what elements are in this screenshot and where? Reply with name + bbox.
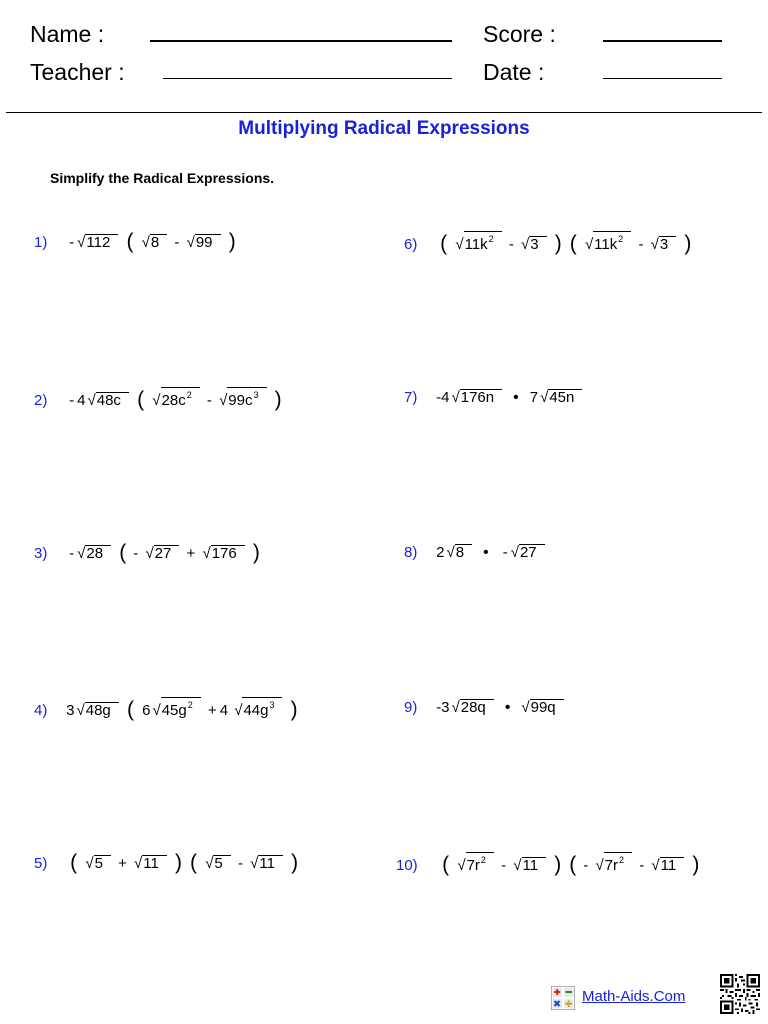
problem-expression: 3 √48g ( 6 $√45g^2 + 4$ $√44g^3$ ) (66, 698, 298, 721)
problem-number: 1) (34, 234, 48, 251)
score-field-line[interactable] (603, 40, 722, 42)
calculator-icon (551, 986, 575, 1010)
problem-expression: - 4 √48c ( $√28c^2 - √99c^3$ ) (69, 388, 282, 411)
teacher-label: Teacher : (30, 59, 125, 85)
instructions: Simplify the Radical Expressions. (50, 170, 275, 186)
problem-2 (34, 387, 286, 412)
score-label: Score : (483, 21, 556, 47)
problem-expression: -4 √176n • 7 √45n (436, 387, 582, 409)
problem-number: 5) (34, 855, 48, 872)
header-divider (6, 112, 762, 113)
problem-expression: ( $√7r^2 - √11$ ) ( - $√7r^2 - √11$ ) (442, 853, 700, 876)
problem-number: 9) (404, 699, 418, 716)
name-label: Name : (30, 21, 105, 47)
problem-1 (34, 231, 240, 254)
problem-6 (404, 231, 695, 256)
problem-expression: 2 √8 • - √27 (436, 542, 544, 564)
problem-9 (404, 697, 564, 719)
problem-number: 2) (34, 392, 48, 409)
teacher-field-line[interactable] (163, 78, 452, 79)
problem-expression: -3 √28q • √99q (436, 697, 563, 719)
problem-7 (404, 387, 582, 409)
problem-number: 10) (396, 857, 418, 874)
problem-4 (34, 697, 302, 722)
problem-number: 3) (34, 545, 48, 562)
problem-expression: - √112 ( √8 - √99 ) (69, 230, 236, 253)
problem-expression: ( $√11k^2 - √3$ ) ( $√11k^2 - √3$ ) (440, 232, 692, 255)
date-label: Date : (483, 59, 545, 85)
problem-number: 6) (404, 236, 418, 253)
math-aids-link[interactable]: Math-Aids.Com (582, 988, 686, 1005)
problem-number: 4) (34, 702, 48, 719)
name-field-line[interactable] (150, 40, 452, 42)
date-field-line[interactable] (603, 78, 722, 79)
problem-number: 8) (404, 544, 418, 561)
problem-8 (404, 542, 545, 564)
problem-expression: ( √5 + √11 ) ( √5 - √11 ) (70, 851, 299, 874)
problem-10 (396, 852, 703, 877)
worksheet-title: Multiplying Radical Expressions (238, 118, 530, 139)
problem-expression: - √28 ( - √27 + √176 ) (69, 541, 260, 564)
qr-code-icon (720, 973, 760, 1015)
problem-3 (34, 542, 264, 565)
problem-5 (34, 852, 302, 875)
problem-number: 7) (404, 389, 418, 406)
